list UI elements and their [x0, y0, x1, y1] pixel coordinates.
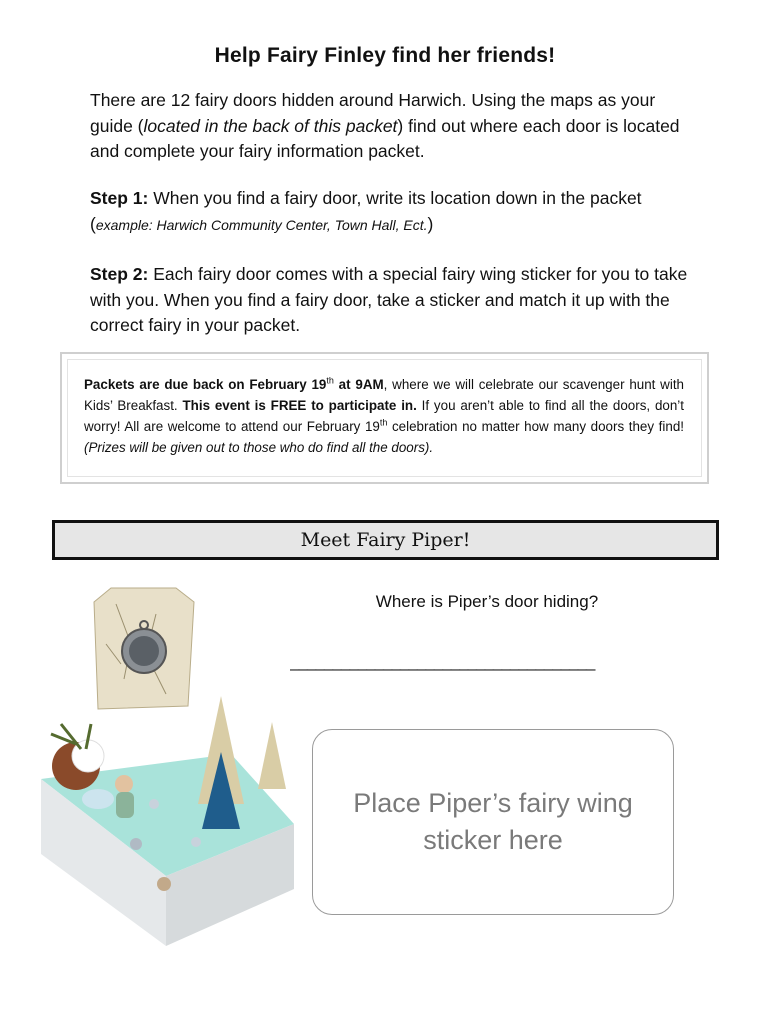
- notice-text-3: celebration no matter how many doors they find!: [387, 419, 684, 434]
- fairy-door-photo: [36, 584, 298, 948]
- step-1-text: When you find a fairy door, write its location down in the packet (: [90, 188, 642, 234]
- notice-free-event: This event is FREE to participate in.: [182, 398, 417, 413]
- intro-text-end: ) find out where each door is located and complete your fairy information packet.: [90, 115, 680, 161]
- intro-italic: located in the back of this packet: [143, 115, 398, 136]
- step-1-label: Step 1:: [90, 188, 149, 208]
- page-title: Help Fairy Finley find her friends!: [214, 44, 556, 67]
- notice-text-2: If you aren’t able to find all the doors, don’t worry! All are welcome to attend our February 19: [84, 398, 684, 434]
- answer-line[interactable]: ____________________________________: [290, 652, 595, 671]
- notice-due-time: at 9AM: [333, 377, 384, 392]
- sticker-placeholder-text: Place Piper’s fairy wing sticker here: [353, 788, 633, 855]
- intro-text-start: There are 12 fairy doors hidden around Harwich. Using the maps as your guide (: [90, 90, 656, 136]
- section-banner: [52, 520, 719, 560]
- step-1-close: ): [427, 213, 434, 234]
- step-2-label: Step 2:: [90, 264, 149, 284]
- step-2-paragraph: [90, 262, 690, 339]
- notice-text: [84, 374, 684, 458]
- notice-due-date: Packets are due back on February 19: [84, 377, 327, 392]
- notice-superscript-2: th: [379, 417, 388, 428]
- door-question: Where is Piper’s door hiding?: [375, 592, 599, 611]
- step-2-text: Each fairy door comes with a special fairy wing sticker for you to take with you. When you find a fairy door, take a sticker and match it up with the correct fairy in your packet.: [90, 264, 688, 335]
- notice-superscript-1: th: [326, 375, 334, 386]
- intro-paragraph: [90, 88, 690, 165]
- banner-title: Meet Fairy Piper!: [55, 523, 716, 557]
- step-1-example: example: Harwich Community Center, Town Hall, Ect.: [95, 216, 428, 233]
- step-1-paragraph: [90, 186, 690, 238]
- sticker-placeholder-box: [312, 729, 674, 915]
- notice-text-1: , where we will celebrate our scavenger hunt with Kids’ Breakfast.: [84, 377, 684, 413]
- notice-prizes: (Prizes will be given out to those who do find all the doors).: [84, 440, 434, 455]
